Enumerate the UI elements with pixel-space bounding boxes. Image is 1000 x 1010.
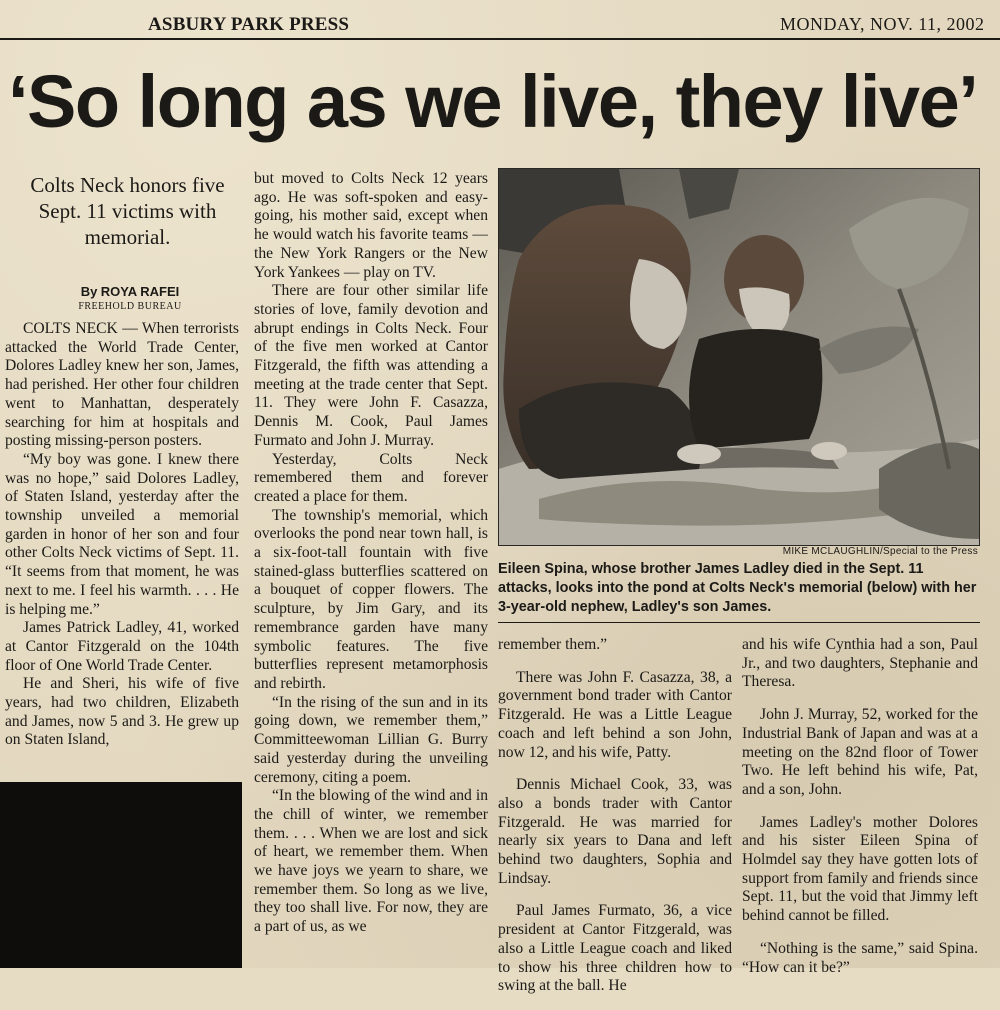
newspaper-name: ASBURY PARK PRESS <box>148 14 350 35</box>
paragraph: and his wife Cynthia had a son, Paul Jr., and two daughters, Stephanie and Theresa. <box>742 636 978 691</box>
paragraph: Paul James Furmato, 36, a vice president at Cantor Fitzgerald, was also a Little League coach and liked to show his three children how to swing at the ball. He <box>498 902 732 995</box>
byline-author: ROYA RAFEI <box>100 284 180 299</box>
paragraph: James Ladley's mother Dolores and his sister Eileen Spina of Holmdel say they have gotten lots of support from family and friends since Sept. 11, but the void that Jimmy left behind cannot be filled. <box>742 813 978 925</box>
paragraph: remember them.” <box>498 636 608 653</box>
byline-bureau: FREEHOLD BUREAU <box>78 301 182 312</box>
paragraph: but moved to Colts Neck 12 years ago. He was soft-spoken and easy-going, his mother said, except when he would watch his favorite teams — the New York Rangers or the New York Yankees — play on TV. <box>254 170 488 281</box>
masthead-rule <box>0 38 1000 40</box>
publication-date: MONDAY, NOV. 11, 2002 <box>780 14 985 34</box>
paragraph: “In the rising of the sun and in its going down, we remember them,” Committeewoman Lillian G. Burry said yesterday during the unveiling ceremony, citing a poem. <box>254 693 488 786</box>
photo-credit: MIKE MCLAUGHLIN/Special to the Press <box>782 546 978 557</box>
paragraph: The township's memorial, which overlooks the pond near town hall, is a six-foot-tall fountain with five stained-glass butterflies scattered on a bouquet of copper flowers. The sculpture, by Jim Gary, and its remembrance garden have many symbolic features. The five butterflies represent metamorphosis and rebirth. <box>254 506 488 692</box>
article-column-2 <box>254 170 488 937</box>
masthead <box>0 0 1000 40</box>
caption-rule <box>498 622 980 623</box>
deck-subheadline <box>20 172 235 250</box>
headline: ‘So long as we live, they live’ <box>8 60 978 143</box>
paragraph: James Patrick Ladley, 41, worked at Cantor Fitzgerald on the 104th floor of One World Trade Center. <box>5 619 239 674</box>
deck-line: memorial. <box>84 225 171 249</box>
photo-caption: Eileen Spina, whose brother James Ladley died in the Sept. 11 attacks, looks into the pond at Colts Neck's memorial (below) with her 3-year-old nephew, Ladley's son James. <box>498 561 977 615</box>
article-column-3 <box>498 636 732 1010</box>
news-photo <box>498 168 980 546</box>
paragraph: COLTS NECK — When terrorists attacked the World Trade Center, Dolores Ladley knew her son, James, had perished. Her other four children went to Manhattan, desperately searching for him at hospitals and posting missing-person posters. <box>5 320 239 450</box>
deck-line: Colts Neck honors five <box>30 173 225 197</box>
deck-line: Sept. 11 victims with <box>38 199 217 223</box>
scan-black-area <box>0 782 242 968</box>
byline-author-line <box>40 284 220 299</box>
paragraph: Yesterday, Colts Neck remembered them and forever created a place for them. <box>254 450 488 505</box>
paragraph: “In the blowing of the wind and in the chill of winter, we remember them. . . . When we are lost and sick of heart, we remember them. When we have joys we yearn to share, we remember them. So long as we live, they too shall live. For now, they are a part of us, as we <box>254 787 488 936</box>
paragraph: Dennis Michael Cook, 33, was also a bonds trader with Cantor Fitzgerald. He was married for nearly six years to Dana and left behind two daughters, Sophia and Lindsay. <box>498 776 732 887</box>
paragraph: “My boy was gone. I knew there was no hope,” said Dolores Ladley, of Staten Island, yesterday after the township unveiled a memorial garden in honor of her son and four other Colts Neck victims of Sept. 11. “It seems from that moment, he was next to me. I feel his warmth. . . . He is helping me.” <box>5 450 239 618</box>
article-column-4 <box>742 636 978 991</box>
paragraph: He and Sheri, his wife of five years, had two children, Elizabeth and James, now 5 and 3. He grew up on Staten Island, <box>5 675 239 749</box>
byline <box>40 284 220 312</box>
article-column-1 <box>5 320 239 750</box>
paragraph: There was John F. Casazza, 38, a government bond trader with Cantor Fitzgerald. He was a Little League coach and left behind a son John, now 12, and his wife, Patty. <box>498 668 732 761</box>
photo-illustration <box>499 169 979 545</box>
byline-by: By <box>80 284 98 299</box>
paragraph: John J. Murray, 52, worked for the Industrial Bank of Japan and was at a meeting on the 82nd floor of Tower Two. He left behind his wife, Pat, and a son, John. <box>742 706 978 798</box>
paragraph: There are four other similar life stories of love, family devotion and abrupt endings in Colts Neck. Four of the five men worked at Cantor Fitzgerald, the fifth was attending a meeting at the trade center that Sept. 11. They were John F. Casazza, Dennis M. Cook, Paul James Furmato and John J. Murray. <box>254 282 488 449</box>
paragraph: “Nothing is the same,” said Spina. “How can it be?” <box>742 939 978 976</box>
